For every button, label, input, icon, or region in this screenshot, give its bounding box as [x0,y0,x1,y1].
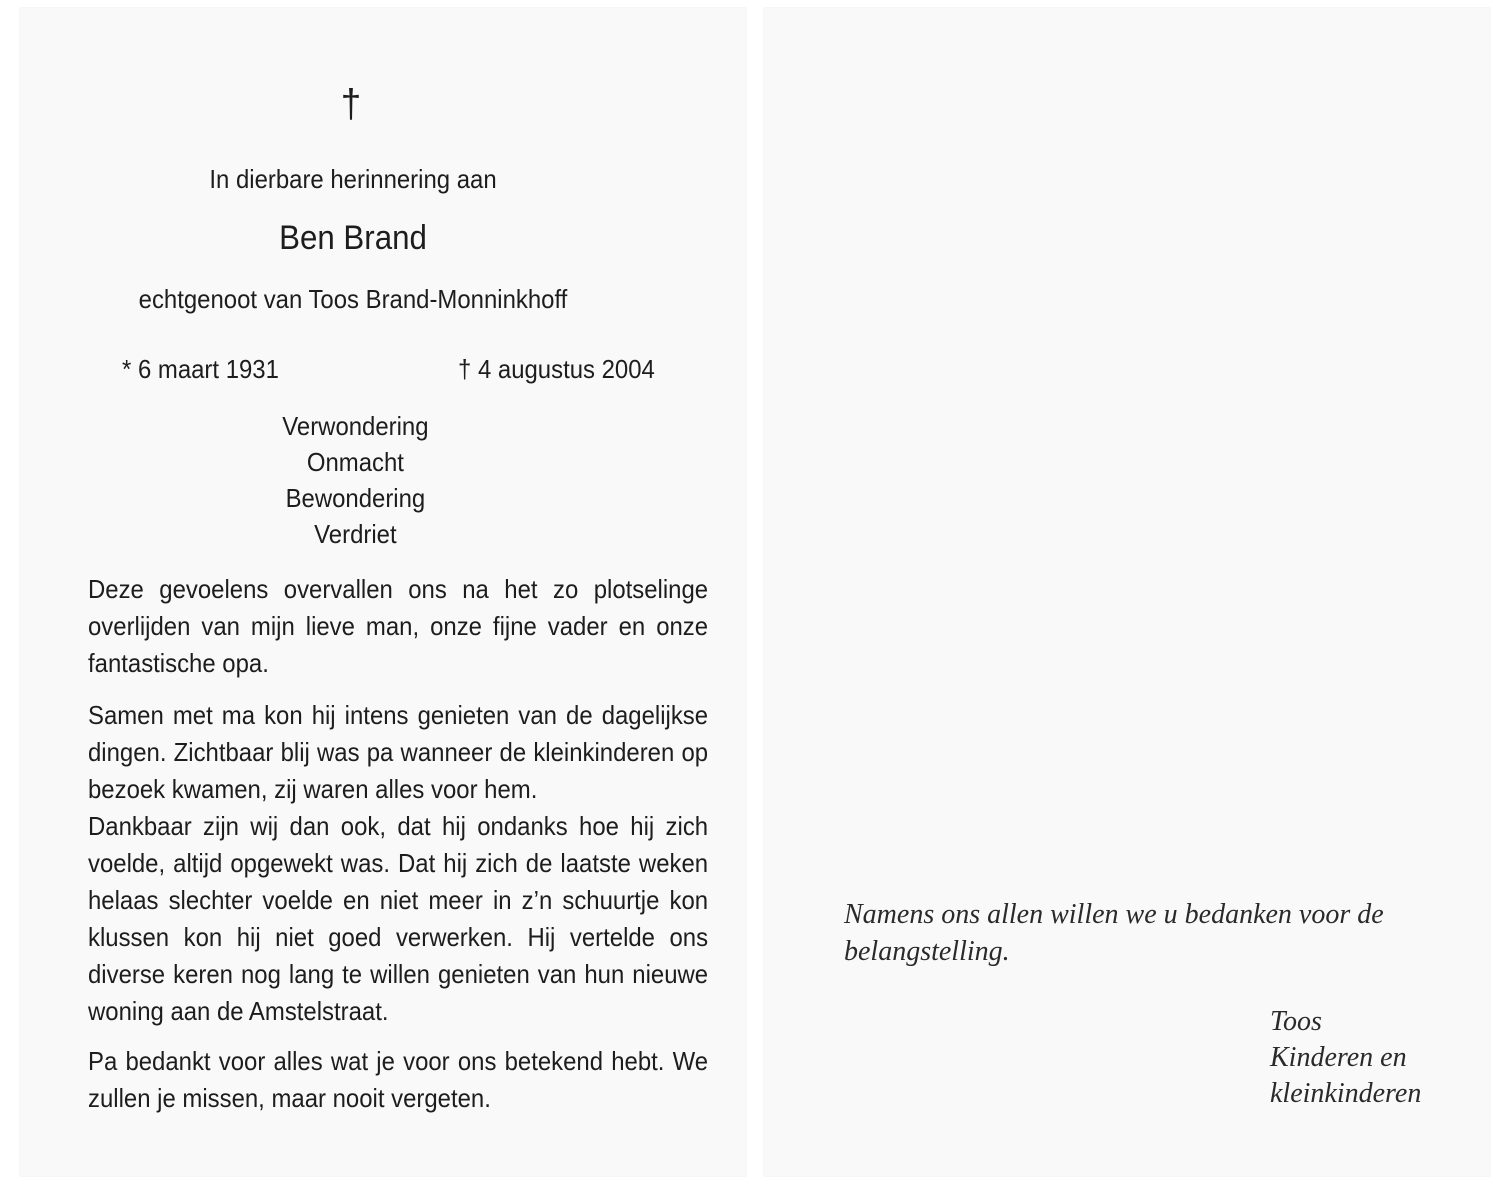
paragraph-memories-part-2: Dankbaar zijn wij dan ook, dat hij ondanks hoe hij zich voelde, altijd opgewekt was. Dat hij zich de laatste weken helaas slechter voelde en niet meer in z’n schuurtje kon klussen kon hij niet goed verwerken. Hij vertelde ons diverse keren nog lang te willen genieten van hun nieuwe woning aan de Amstelstraat. [88,811,709,1026]
feelings-list [49,408,717,552]
cross-icon: † [340,82,362,126]
feeling-item: Onmacht [306,447,404,477]
signature-line: Kinderen en [1270,1042,1407,1073]
dedication-line: In dierbare herinnering aan [209,164,497,194]
deceased-name: Ben Brand [279,219,427,257]
paragraph-feelings: Deze gevoelens overvallen ons na het zo plotselinge overlijden van mijn lieve man, onze fijne vader en onze fantastische opa. [88,574,709,678]
signature-block [1270,1004,1421,1112]
memorial-card-front [20,8,746,1176]
death-date: † 4 augustus 2004 [458,354,655,384]
feeling-item: Verdriet [314,519,397,549]
signature-line: Toos [1270,1006,1322,1037]
feeling-item: Bewondering [285,483,426,513]
feeling-item: Verwondering [282,411,429,441]
paragraph-farewell: Pa bedankt voor alles wat je voor ons betekend hebt. We zullen je missen, maar nooit vergeten. [88,1046,709,1113]
birth-date: * 6 maart 1931 [122,354,279,384]
paragraph-memories-part-1: Samen met ma kon hij intens genieten van de dagelijkse dingen. Zichtbaar blij was pa wanneer de kleinkinderen op bezoek kwamen, zij waren alles voor hem. [88,700,709,804]
memorial-card-back [764,8,1490,1176]
spouse-line: echtgenoot van Toos Brand-Monninkhoff [138,284,568,314]
signature-line: kleinkinderen [1270,1078,1422,1109]
paragraph-memories [88,697,708,1030]
thanks-message: Namens ons allen willen we u bedanken voor de belangstelling. [844,899,1384,967]
